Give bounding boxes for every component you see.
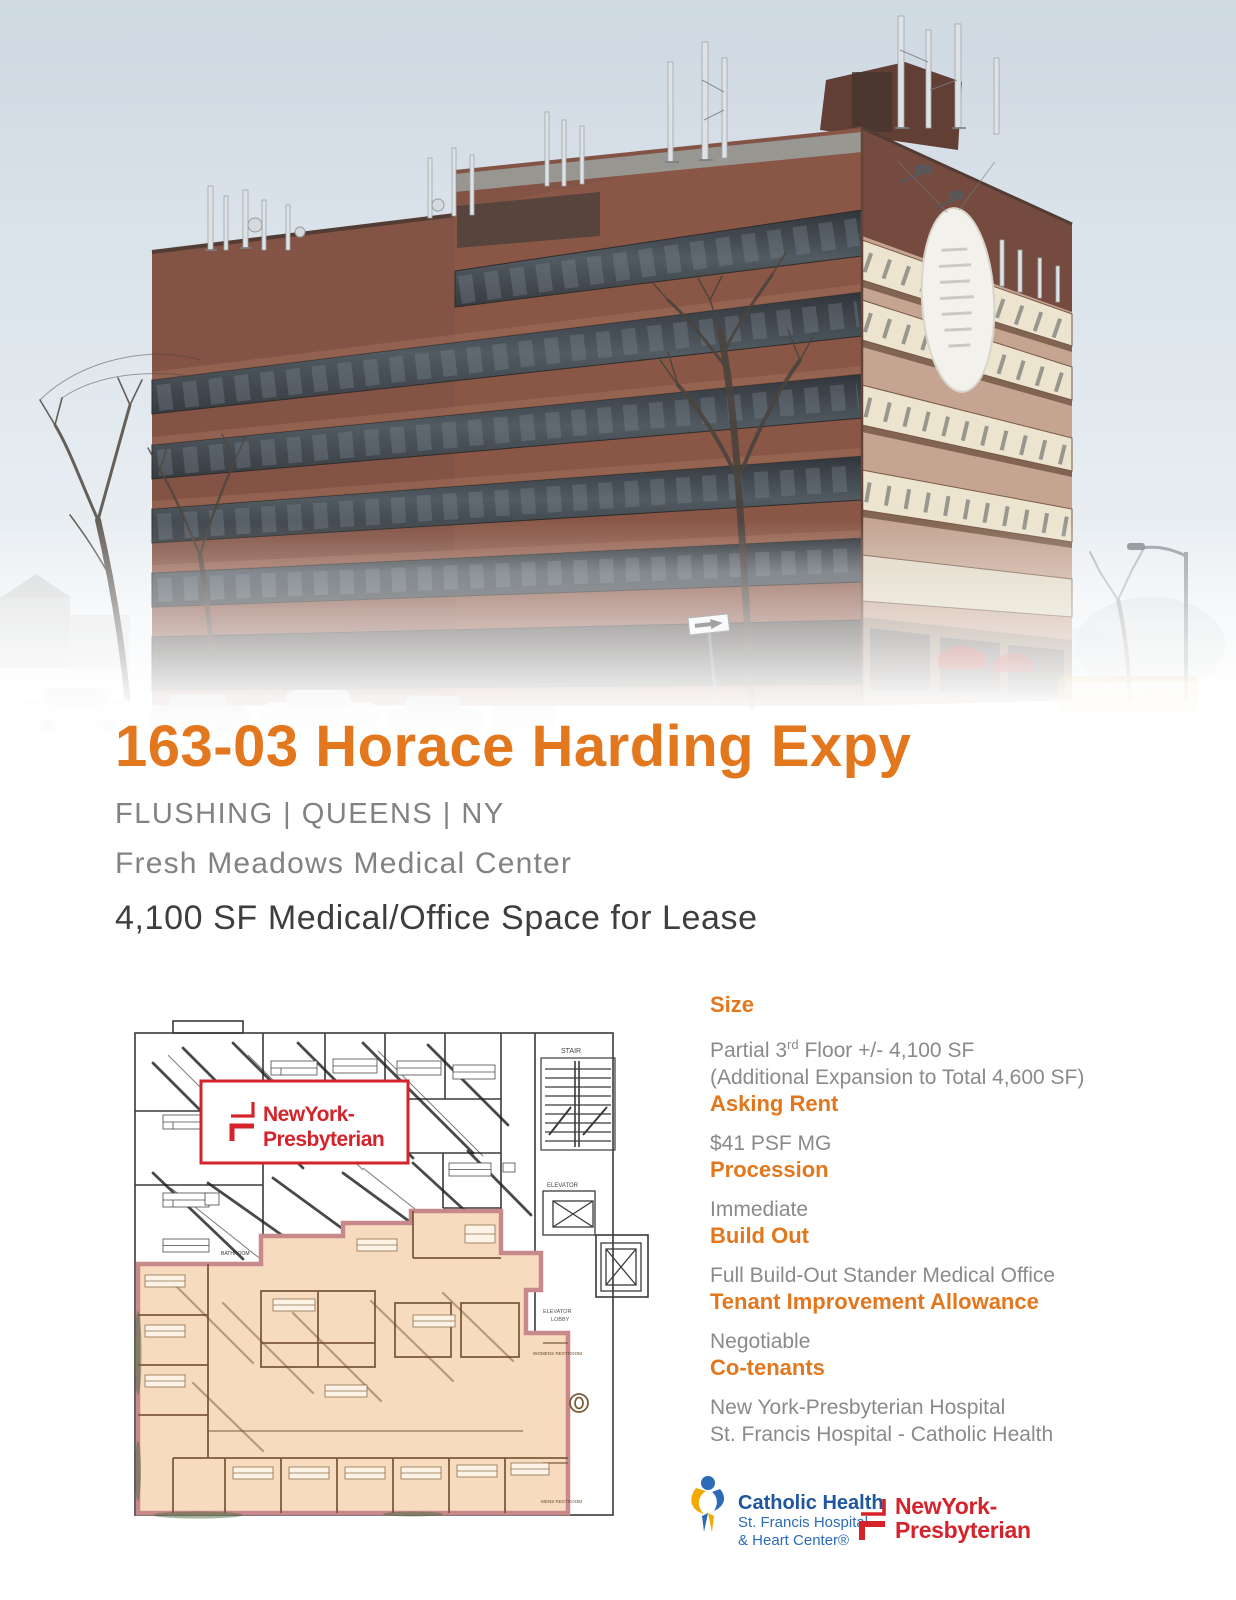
detail-value-procession: Immediate bbox=[710, 1198, 809, 1221]
detail-label-size: Size bbox=[710, 992, 755, 1017]
location-line: FLUSHING | QUEENS | NY bbox=[115, 798, 505, 830]
plan-nyp-overlay bbox=[201, 1081, 408, 1163]
plan-nyp-line1: NewYork- bbox=[263, 1103, 355, 1126]
detail-size bbox=[710, 992, 1160, 1091]
footer-logos bbox=[686, 1468, 1156, 1578]
detail-procession bbox=[710, 1157, 1160, 1223]
detail-value-ti-allowance: Negotiable bbox=[710, 1330, 811, 1353]
nyp-line1: NewYork- bbox=[895, 1493, 997, 1519]
elevator-lobby-label-1: ELEVATOR bbox=[543, 1309, 572, 1315]
detail-build-out bbox=[710, 1223, 1160, 1289]
details-column bbox=[710, 992, 1160, 1448]
floor-plan bbox=[113, 1003, 653, 1538]
detail-label-ti-allowance: Tenant Improvement Allowance bbox=[710, 1289, 1039, 1314]
page-title: 163-03 Horace Harding Expy bbox=[115, 714, 912, 779]
elevator-lobby-label-2: LOBBY bbox=[551, 1317, 570, 1323]
detail-co-tenants bbox=[710, 1355, 1160, 1448]
bathroom-label: BATHROOM bbox=[221, 1251, 250, 1257]
elevator-label: ELEVATOR bbox=[547, 1183, 579, 1189]
detail-label-asking-rent: Asking Rent bbox=[710, 1091, 839, 1116]
nyp-logo bbox=[858, 1494, 1031, 1542]
building-photo bbox=[0, 0, 1236, 742]
detail-label-build-out: Build Out bbox=[710, 1223, 809, 1248]
nyp-line2: Presbyterian bbox=[895, 1517, 1031, 1543]
offer-line: 4,100 SF Medical/Office Space for Lease bbox=[115, 899, 758, 937]
mens-restroom-label: MENS RESTROOM bbox=[541, 1499, 583, 1504]
stair-label: STAIR bbox=[561, 1048, 582, 1055]
detail-value-asking-rent: $41 PSF MG bbox=[710, 1132, 832, 1155]
catholic-health-name: Catholic Health bbox=[738, 1492, 884, 1514]
property-name: Fresh Meadows Medical Center bbox=[115, 847, 573, 880]
detail-ti-allowance bbox=[710, 1289, 1160, 1355]
catholic-health-sub1: St. Francis Hospital bbox=[738, 1514, 869, 1531]
detail-value-size: Partial 3rd Floor +/- 4,100 SF (Additional Expansion to Total 4,600 SF) bbox=[710, 1037, 1085, 1089]
catholic-health-sub2: & Heart Center® bbox=[738, 1532, 850, 1549]
plan-nyp-line2: Presbyterian bbox=[263, 1128, 385, 1151]
catholic-health-logo bbox=[686, 1474, 884, 1550]
detail-value-build-out: Full Build-Out Stander Medical Office bbox=[710, 1264, 1056, 1287]
header-block bbox=[115, 716, 1175, 938]
detail-label-procession: Procession bbox=[710, 1157, 829, 1182]
nyp-logo-text bbox=[895, 1494, 1031, 1542]
catholic-health-icon bbox=[686, 1474, 730, 1536]
detail-value-co-tenants: New York-Presbyterian Hospital St. Francis Hospital - Catholic Health bbox=[710, 1396, 1054, 1446]
detail-asking-rent bbox=[710, 1091, 1160, 1157]
nyp-bracket-icon bbox=[858, 1494, 888, 1542]
womens-restroom-label: WOMENS RESTROOM bbox=[533, 1351, 582, 1356]
detail-label-co-tenants: Co-tenants bbox=[710, 1355, 825, 1380]
